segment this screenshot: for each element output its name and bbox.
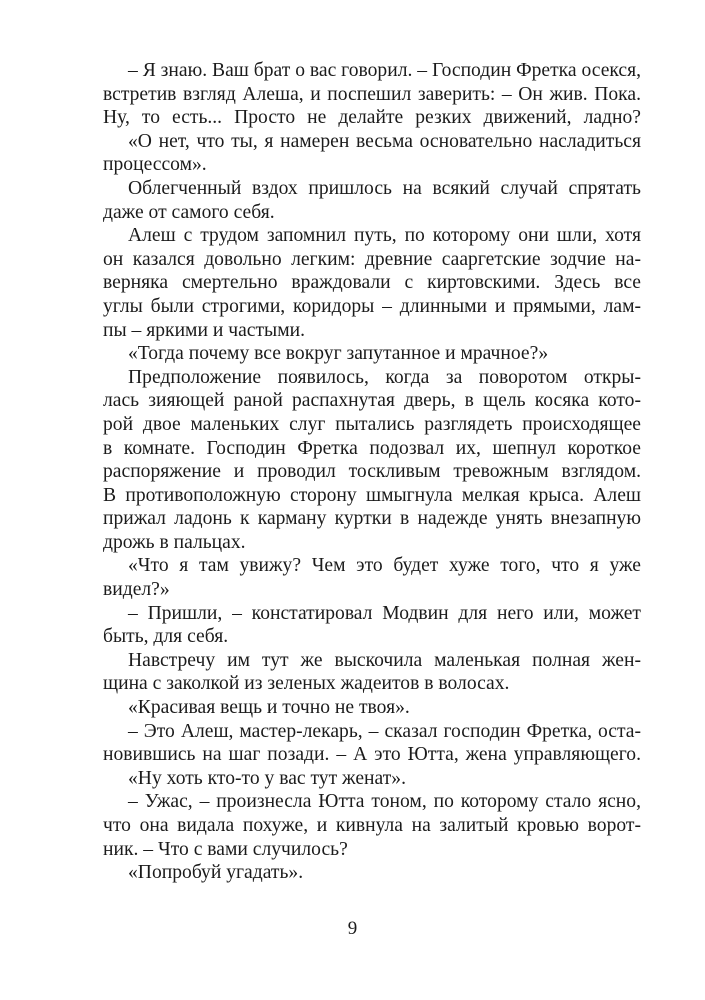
text-line: – Ужас, – произнесла Ютта тоном, по которому стало ясно, bbox=[128, 791, 641, 813]
text-line: щина с заколкой из зеленых жадеитов в волосах. bbox=[103, 673, 510, 695]
text-line: дрожь в пальцах. bbox=[103, 531, 246, 553]
text-line: даже от самого себя. bbox=[103, 201, 275, 223]
text-line: ник. – Что с вами случилось? bbox=[103, 838, 348, 860]
text-line: встретив взгляд Алеша, и поспешил заверить: – Он жив. Пока. bbox=[103, 83, 641, 105]
text-line: углы были строгими, коридоры – длинными и прямыми, лам- bbox=[103, 295, 641, 317]
text-line: процессом». bbox=[103, 154, 207, 176]
text-line: «Тогда почему все вокруг запутанное и мрачное?» bbox=[128, 343, 549, 365]
text-line: «Красивая вещь и точно не твоя». bbox=[128, 697, 410, 719]
text-line: распоряжение и проводил тоскливым тревожным взглядом. bbox=[103, 461, 641, 483]
text-line: лась зияющей раной распахнутая дверь, в щель косяка кото- bbox=[103, 390, 641, 412]
text-line: новившись на шаг позади. – А это Ютта, жена управляющего. bbox=[103, 744, 641, 766]
text-line: – Это Алеш, мастер-лекарь, – сказал господин Фретка, оста- bbox=[128, 720, 641, 742]
text-line: Предположение появилось, когда за поворотом откры- bbox=[128, 366, 641, 388]
text-line: Алеш с трудом запомнил путь, по которому они шли, хотя bbox=[128, 225, 641, 247]
text-line: что она видала похуже, и кивнула на залитый кровью ворот- bbox=[103, 815, 641, 836]
text-line: «Попробуй угадать». bbox=[128, 862, 304, 884]
text-line: Ну, то есть... Просто не делайте резких движений, ладно? bbox=[103, 107, 641, 129]
text-line: «О нет, что ты, я намерен весьма основательно насладиться bbox=[128, 130, 641, 152]
page-number: 9 bbox=[347, 918, 358, 939]
text-line: верняка смертельно враждовали с киртовскими. Здесь все bbox=[103, 272, 641, 294]
text-line: видел?» bbox=[103, 579, 170, 601]
text-line: пы – яркими и частыми. bbox=[103, 319, 305, 341]
text-line: быть, для себя. bbox=[103, 626, 229, 648]
text-line: В противоположную сторону шмыгнула мелкая крыса. Алеш bbox=[103, 484, 641, 506]
text-line: рой двое маленьких слуг пытались разглядеть происходящее bbox=[103, 413, 641, 435]
text-line: Облегченный вздох пришлось на всякий случай спрятать bbox=[128, 177, 641, 199]
text-line: «Что я там увижу? Чем это будет хуже того, что я уже bbox=[128, 555, 641, 577]
text-line: Навстречу им тут же выскочила маленькая полная жен- bbox=[128, 649, 641, 671]
text-line: – Пришли, – констатировал Модвин для него или, может bbox=[128, 602, 641, 624]
page-text bbox=[103, 59, 641, 885]
text-line: «Ну хоть кто-то у вас тут женат». bbox=[128, 767, 406, 789]
text-line: – Я знаю. Ваш брат о вас говорил. – Господин Фретка осекся, bbox=[128, 60, 642, 81]
text-line: прижал ладонь к карману куртки в надежде унять внезапную bbox=[103, 508, 641, 530]
text-line: он казался довольно легким: древние сааргетские зодчие на- bbox=[103, 248, 641, 270]
text-line: в комнате. Господин Фретка подозвал их, шепнул короткое bbox=[103, 437, 641, 459]
